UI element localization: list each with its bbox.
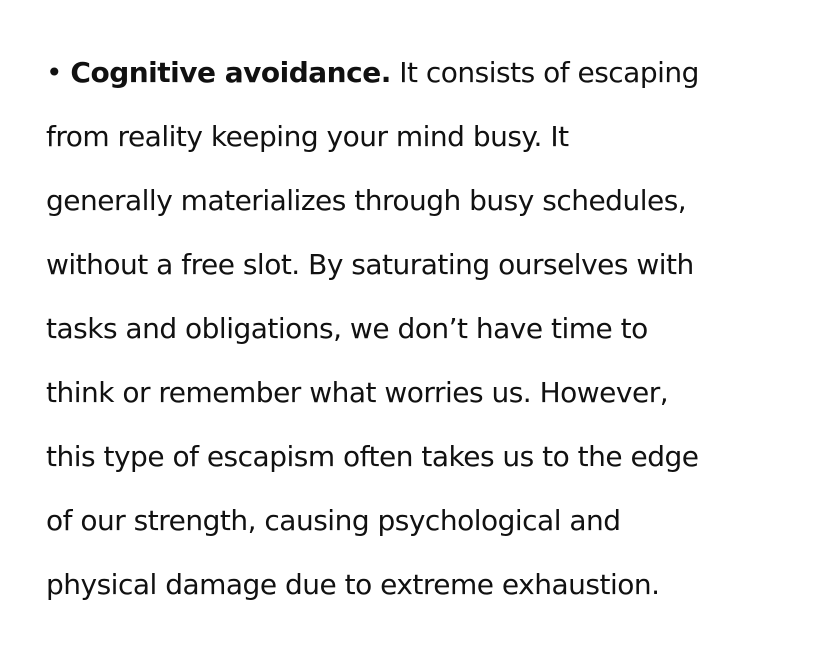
paragraph-line-8: of our strength, causing psychological and: [46, 504, 621, 537]
paragraph-line-4: without a free slot. By saturating ourselves with: [46, 248, 694, 281]
paragraph-line-1: [46, 41, 786, 105]
term-heading: Cognitive avoidance.: [70, 56, 391, 89]
paragraph-line-2: from reality keeping your mind busy. It: [46, 120, 569, 153]
paragraph-line-6: think or remember what worries us. However,: [46, 376, 669, 409]
paragraph-line-5: tasks and obligations, we don’t have time to: [46, 312, 648, 345]
bullet-marker: •: [46, 56, 63, 89]
paragraph-line-9: physical damage due to extreme exhaustion.: [46, 568, 660, 601]
paragraph-text: It consists of escaping: [399, 56, 699, 89]
bullet-paragraph: [46, 41, 786, 617]
paragraph-line-3: generally materializes through busy schedules,: [46, 184, 687, 217]
paragraph-line-7: this type of escapism often takes us to the edge: [46, 440, 699, 473]
